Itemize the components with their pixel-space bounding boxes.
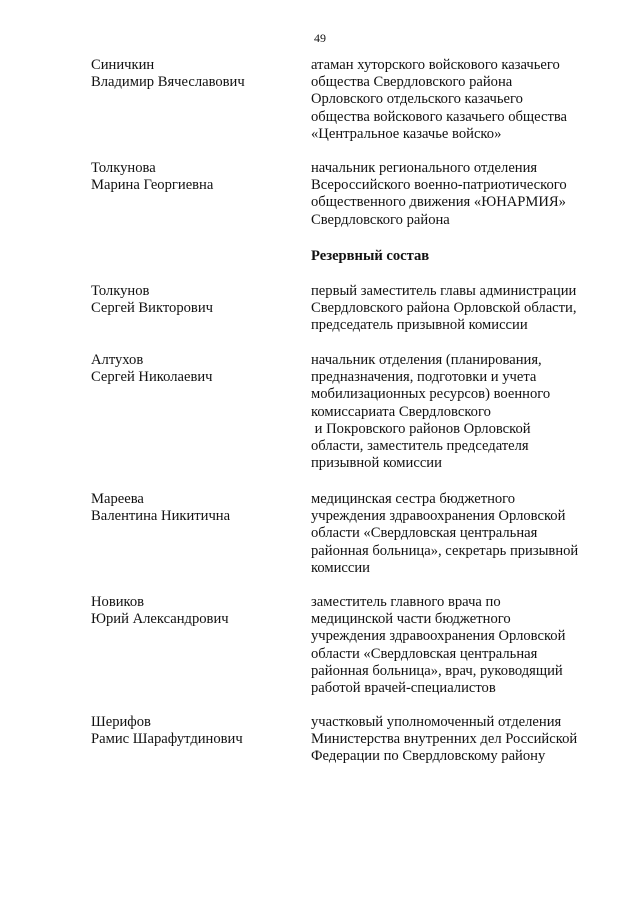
member-name xyxy=(91,160,306,194)
position-line: области, заместитель председателя xyxy=(311,438,529,455)
position-line: комиссариата Свердловского xyxy=(311,403,491,420)
position-line: мобилизационных ресурсов) военного xyxy=(311,386,551,403)
member-surname: Толкунова xyxy=(91,160,156,176)
position-line: заместитель главного врача по xyxy=(311,594,501,610)
member-name xyxy=(91,283,306,317)
position-line: Федерации по Свердловскому району xyxy=(311,748,546,765)
member-position xyxy=(311,352,611,472)
position-line: предназначения, подготовки и учета xyxy=(311,369,537,386)
member-given-names: Сергей Викторович xyxy=(91,300,213,317)
member-given-names: Юрий Александрович xyxy=(91,611,229,628)
member-name xyxy=(91,491,306,525)
position-line: Орловского отдельского казачьего xyxy=(311,91,523,108)
member-surname: Толкунов xyxy=(91,283,150,299)
member-surname: Синичкин xyxy=(91,57,155,73)
member-position xyxy=(311,283,611,335)
position-line: атаман хуторского войскового казачьего xyxy=(311,57,560,73)
position-line: председатель призывной комиссии xyxy=(311,317,528,334)
position-line: Свердловского района xyxy=(311,211,450,228)
member-position xyxy=(311,57,611,143)
position-line: Всероссийского военно-патриотического xyxy=(311,177,567,194)
member-position xyxy=(311,491,611,577)
position-line: медицинская сестра бюджетного xyxy=(311,491,516,507)
reserve-section-heading: Резервный состав xyxy=(311,248,430,264)
member-position xyxy=(311,714,611,766)
member-name xyxy=(91,352,306,386)
position-line: первый заместитель главы администрации xyxy=(311,283,577,299)
member-surname: Шерифов xyxy=(91,714,151,730)
member-given-names: Рамис Шарафутдинович xyxy=(91,731,243,748)
position-line: области «Свердловская центральная xyxy=(311,645,538,662)
member-surname: Мареева xyxy=(91,491,144,507)
position-line: начальник отделения (планирования, xyxy=(311,352,542,368)
position-line: Министерства внутренних дел Российской xyxy=(311,731,578,748)
position-line: учреждения здравоохранения Орловской xyxy=(311,628,566,645)
member-given-names: Марина Георгиевна xyxy=(91,177,214,194)
position-line: Свердловского района Орловской области, xyxy=(311,300,577,317)
member-name xyxy=(91,714,306,748)
member-given-names: Сергей Николаевич xyxy=(91,369,213,386)
position-line: работой врачей-специалистов xyxy=(311,680,496,697)
member-given-names: Владимир Вячеславович xyxy=(91,74,245,91)
position-line: «Центральное казачье войско» xyxy=(311,125,502,142)
position-line: общества войскового казачьего общества xyxy=(311,108,568,125)
position-line: медицинской части бюджетного xyxy=(311,611,511,628)
member-surname: Алтухов xyxy=(91,352,144,368)
member-name xyxy=(91,57,306,91)
member-surname: Новиков xyxy=(91,594,145,610)
member-position xyxy=(311,594,611,697)
position-line: области «Свердловская центральная xyxy=(311,525,538,542)
position-line: и Покровского районов Орловской xyxy=(311,420,531,437)
member-position xyxy=(311,160,611,229)
position-line: участковый уполномоченный отделения xyxy=(311,714,562,730)
position-line: районная больница», врач, руководящий xyxy=(311,662,563,679)
position-line: общества Свердловского района xyxy=(311,74,513,91)
member-given-names: Валентина Никитична xyxy=(91,508,231,525)
position-line: начальник регионального отделения xyxy=(311,160,538,176)
position-line: районная больница», секретарь призывной xyxy=(311,542,579,559)
position-line: призывной комиссии xyxy=(311,455,442,472)
page-number: 49 xyxy=(314,31,326,45)
position-line: комиссии xyxy=(311,559,370,576)
member-name xyxy=(91,594,306,628)
position-line: общественного движения «ЮНАРМИЯ» xyxy=(311,194,566,211)
position-line: учреждения здравоохранения Орловской xyxy=(311,508,566,525)
